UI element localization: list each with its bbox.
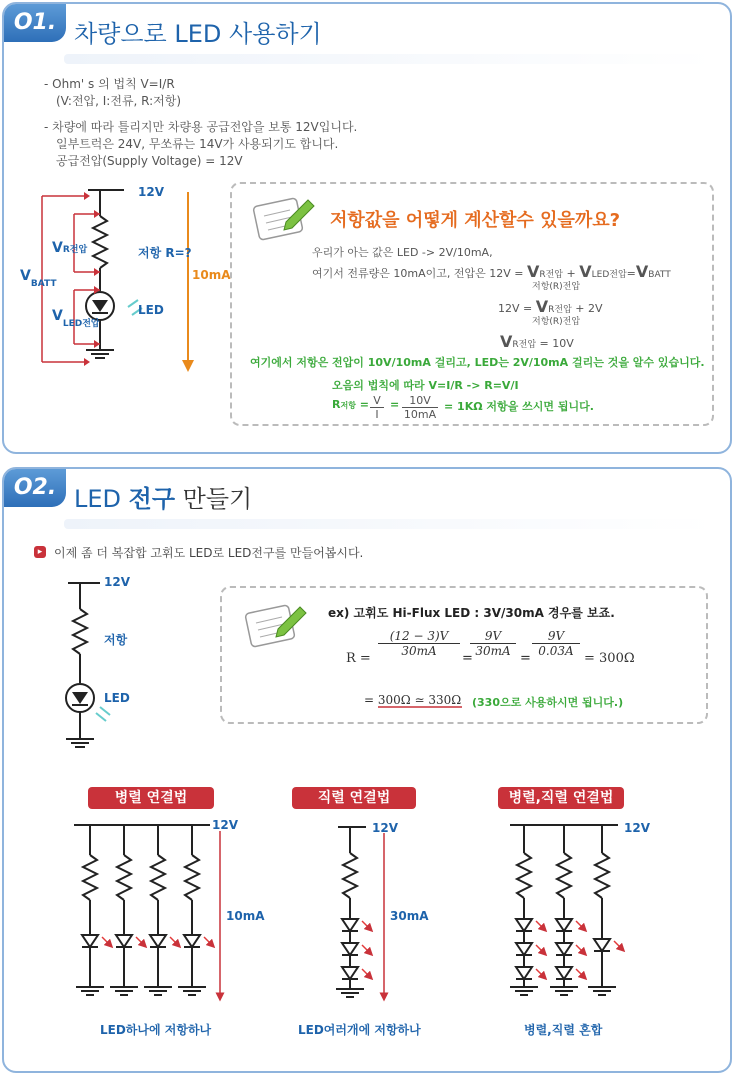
series-current-label: 30mA xyxy=(390,909,429,923)
formula-r-label: R = xyxy=(346,651,371,666)
calc-final-result: = 1KΩ 저항을 쓰시면 됩니다. xyxy=(444,400,594,413)
series-voltage-label: 12V xyxy=(372,821,398,835)
calc-conclusion: 여기에서 저항은 전압이 10V/10mA 걸리고, LED는 2V/10mA 걸리는 것을 알수 있습니다. xyxy=(250,356,705,369)
parallel-voltage-label: 12V xyxy=(212,818,238,832)
connection-diagrams xyxy=(4,469,734,1075)
formula-fraction-3: 9V 0.03A xyxy=(532,629,580,658)
fraction-10v-over-10ma: 10V 10mA xyxy=(403,394,437,421)
mixed-voltage-label: 12V xyxy=(624,821,650,835)
current-label: 10mA xyxy=(192,268,231,282)
formula-fraction-1: (12 − 3)V 30mA xyxy=(378,629,460,658)
calc-resistor-equation: 12V = VR전압 + 2V xyxy=(498,297,603,316)
parallel-current-label: 10mA xyxy=(226,909,265,923)
example-heading: ex) 고휘도 Hi-Flux LED : 3V/30mA 경우를 보죠. xyxy=(328,606,615,620)
formula-note: (330으로 사용하시면 됩니다.) xyxy=(472,696,624,709)
calc-voltage-equation: 여기서 전류량은 10mA이고, 전압은 12V = VR전압 + VLED전압=VBATT xyxy=(312,262,671,281)
calc-heading: 저항값을 어떻게 계산할수 있을까요? xyxy=(330,210,621,231)
section-number-badge: O2. xyxy=(4,469,66,507)
supply-voltage-label: 12V xyxy=(104,575,130,589)
intro-text: 이제 좀 더 복잡합 고휘도 LED로 LED전구를 만들어봅시다. xyxy=(54,546,364,560)
formula-fraction-2: 9V 30mA xyxy=(470,629,516,658)
calc-eq-sign: = xyxy=(390,398,400,411)
mixed-caption: 병렬,직렬 혼합 xyxy=(524,1023,603,1037)
section-panel-2 xyxy=(2,467,732,1073)
led-label: LED xyxy=(104,691,130,705)
formula-result: = 300Ω xyxy=(584,651,635,666)
parallel-caption: LED하나에 저항하나 xyxy=(100,1023,212,1037)
section-title: LED 전구 만들기 xyxy=(74,485,253,513)
vled-label: $V_{LED전압}$ xyxy=(52,308,100,329)
formula-approximation: = 300Ω ≃ 330Ω xyxy=(364,693,462,707)
parallel-method-label: 병렬 연결법 xyxy=(88,787,214,809)
fraction-v-over-i: V I xyxy=(370,394,384,421)
bullet-arrow-icon: ▸ xyxy=(34,546,46,558)
bullet-supply-voltage-value: 공급전압(Supply Voltage) = 12V xyxy=(56,154,243,168)
series-method-label: 직렬 연결법 xyxy=(292,787,416,809)
formula-eq-2: = xyxy=(520,651,531,666)
calc-ohm-law: 오음의 법칙에 따라 V=I/R -> R=V/I xyxy=(332,379,519,392)
series-caption: LED여러개에 저항하나 xyxy=(298,1023,421,1037)
section-number-badge: O1. xyxy=(4,4,66,42)
section-panel-1 xyxy=(2,2,732,454)
bullet-ohm-law: - Ohm' s 의 법칙 V=I/R xyxy=(44,77,175,91)
calc-resistance-formula: R저항 = xyxy=(332,398,370,411)
section-title: 차량으로 LED 사용하기 xyxy=(74,20,322,48)
bullet-supply-voltage: - 차량에 따라 틀리지만 차량용 공급전압을 보통 12V입니다. xyxy=(44,120,358,134)
vbatt-label: $V_{BATT}$ xyxy=(20,268,57,289)
led-label: LED xyxy=(138,303,164,317)
resistor-label: 저항 xyxy=(104,633,128,647)
mixed-method-label: 병렬,직렬 연결법 xyxy=(498,787,624,809)
bullet-truck-voltage: 일부트럭은 24V, 무쏘류는 14V가 사용되기도 합니다. xyxy=(56,137,339,151)
calc-known-values: 우리가 아는 값은 LED -> 2V/10mA, xyxy=(312,246,493,259)
resistor-label: 저항 R=? xyxy=(138,246,192,260)
supply-voltage-label: 12V xyxy=(138,185,164,199)
calc-vr-result: VR전압 = 10V xyxy=(500,332,574,351)
calc-under-label-1: 저항(R)전압 xyxy=(532,282,581,292)
bullet-ohm-law-legend: (V:전압, I:전류, R:저항) xyxy=(56,94,182,108)
calc-under-label-2: 저항(R)전압 xyxy=(532,317,581,327)
vr-label: VR전압 xyxy=(52,240,88,256)
formula-eq-1: = xyxy=(462,651,473,666)
